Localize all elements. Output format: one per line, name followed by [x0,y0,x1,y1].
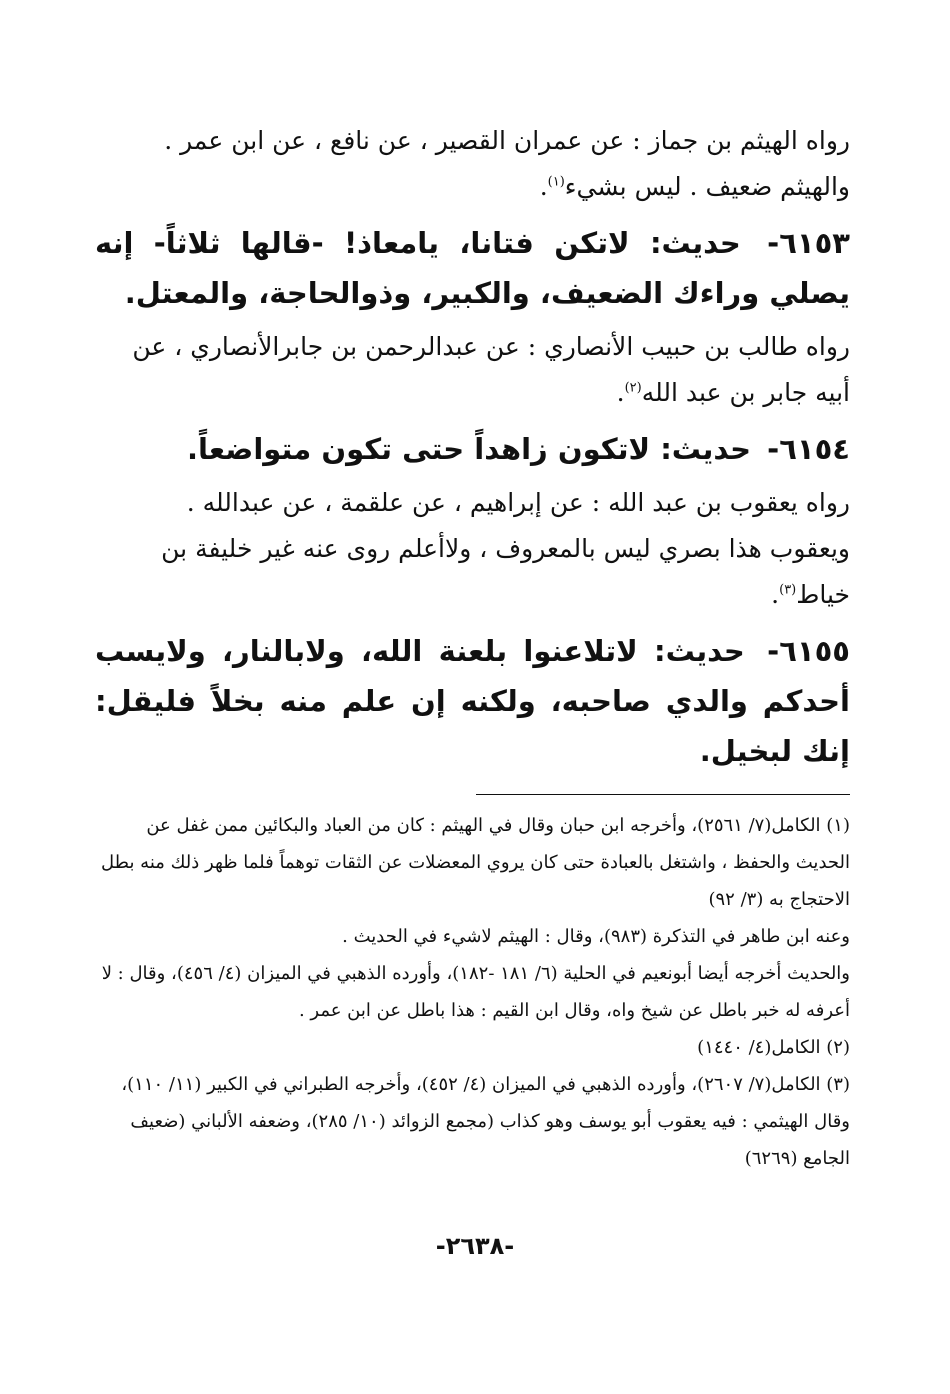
footnote: (٣) الكامل(٧/ ٢٦٠٧)، وأورده الذهبي في الميزان (٤/ ٤٥٢)، وأخرجه الطبراني في الكبير (١١/ ١١٠)، وقال الهيثمي : فيه يعقوب أبو يوسف وهو كذاب (مجمع الزوائد (١٠/ ٢٨٥)، وضعفه الألباني (ضعيف الجامع (٦٢٦٩) [121,1074,850,1169]
footnote: وعنه ابن طاهر في التذكرة (٩٨٣)، وقال : الهيثم لاشيء في الحديث . [342,926,850,947]
narration-line [95,324,850,416]
footnote: والحديث أخرجه أيضا أبونعيم في الحلية (٦/ ١٨١ -١٨٢)، وأورده الذهبي في الميزان (٤/ ٤٥٦)، وقال : لا أعرفه له خبر باطل عن شيخ واه، وقال ابن القيم : هذا باطل عن ابن عمر . [101,963,850,1021]
hadith-text: حديث: لاتكون زاهداً حتى تكون متواضعاً. [187,432,752,466]
hadith-number: ٦١٥٤- [767,432,850,466]
footnotes [95,807,850,1177]
sentence-end: . [771,580,780,609]
narration-line [95,526,850,618]
hadith-text: حديث: لاتكن فتانا، يامعاذ! -قالها ثلاثاً- إنه يصلي وراءك الضعيف، والكبير، وذوالحاجة، والمعتل. [95,226,850,310]
narration-text: رواه يعقوب بن عبد الله : عن إبراهيم ، عن علقمة ، عن عبدالله . [186,488,850,517]
footnote-separator [476,794,850,795]
footnote-marker[interactable]: (١) [547,174,565,190]
footnote-marker[interactable]: (٣) [779,582,797,598]
narration-text: ويعقوب هذا بصري ليس بالمعروف ، ولاأعلم روى عنه غير خليفة بن خياط [161,534,850,609]
narration-text: رواه الهيثم بن جماز : عن عمران القصير ، عن نافع ، عن ابن عمر . [164,126,850,155]
narration-text: والهيثم ضعيف . ليس بشيء [564,172,850,201]
narration-line [95,480,850,526]
narration-line [95,164,850,210]
sentence-end: . [539,172,548,201]
narration-text: رواه طالب بن حبيب الأنصاري : عن عبدالرحمن بن جابرالأنصاري ، عن أبيه جابر بن عبد الله [132,332,850,407]
narration-line [95,118,850,164]
footnote: (١) الكامل(٧/ ٢٥٦١)، وأخرجه ابن حبان وقال في الهيثم : كان من العباد والبكائين ممن غفل عن الحديث والحفظ ، واشتغل بالعبادة حتى كان يروي المعضلات عن الثقات توهماً فلما ظهر ذلك منه بطل الاحتجاج به (٣/ ٩٢) [101,815,850,910]
page-number: -٢٦٣٨- [435,1232,515,1260]
footnote: (٢) الكامل(٤/ ١٤٤٠) [697,1037,850,1058]
footnote-marker[interactable]: (٢) [624,380,642,396]
hadith-number: ٦١٥٣- [767,226,850,260]
hadith-text: حديث: لاتلاعنوا بلعنة الله، ولابالنار، ولايسب أحدكم والدي صاحبه، ولكنه إن علم منه بخلاً فليقل: إنك لبخيل. [95,634,850,768]
hadith-heading [95,424,850,474]
hadith-number: ٦١٥٥- [767,634,850,668]
sentence-end: . [616,378,625,407]
hadith-heading [95,626,850,776]
hadith-heading [95,218,850,318]
